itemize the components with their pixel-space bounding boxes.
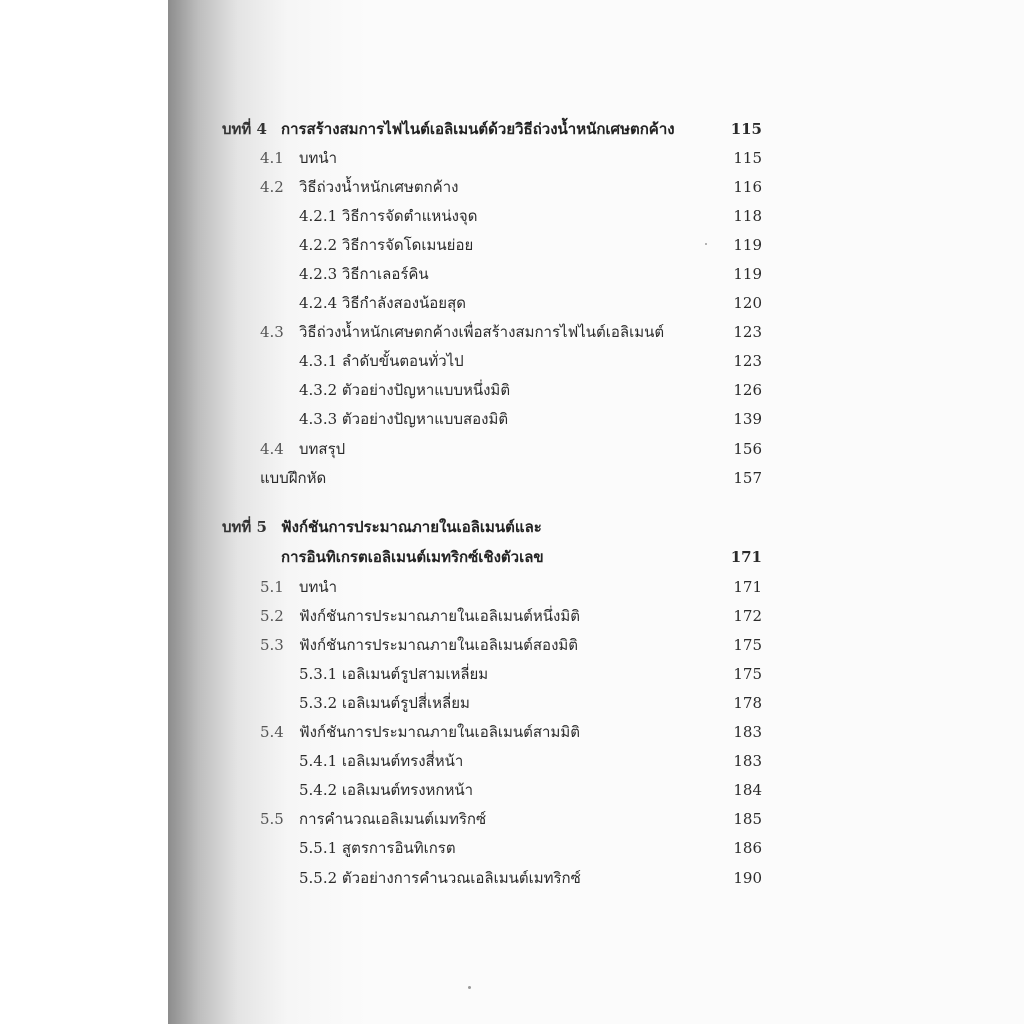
page-number: 157 <box>733 469 762 487</box>
toc-subentry <box>0 347 1024 375</box>
exercise-title: แบบฝึกหัด <box>260 469 327 487</box>
section-title: วิธีถ่วงน้ำหนักเศษตกค้างเพื่อสร้างสมการไฟไนต์เอลิเมนต์ <box>299 323 665 341</box>
section-title: วิธีถ่วงน้ำหนักเศษตกค้าง <box>299 178 459 196</box>
page-number: 175 <box>733 665 762 683</box>
toc-subentry <box>0 260 1024 288</box>
page-number: 190 <box>733 869 762 887</box>
paper-speck <box>468 986 471 989</box>
toc-subentry <box>0 405 1024 433</box>
page-number: 126 <box>733 381 762 399</box>
section-number: 5.2 <box>260 607 284 625</box>
subsection-title: 4.3.3 ตัวอย่างปัญหาแบบสองมิติ <box>299 410 509 428</box>
page-number: 123 <box>733 352 762 370</box>
toc-entry <box>0 318 1024 346</box>
toc-subentry <box>0 231 1024 259</box>
subsection-title: 4.2.2 วิธีการจัดโดเมนย่อย <box>299 236 474 254</box>
chapter-title: การสร้างสมการไฟไนต์เอลิเมนต์ด้วยวิธีถ่วงน้ำหนักเศษตกค้าง <box>281 120 675 138</box>
paper-speck <box>705 243 707 245</box>
section-number: 5.3 <box>260 636 284 654</box>
section-number: 4.3 <box>260 323 284 341</box>
section-title: บทนำ <box>299 578 338 596</box>
toc-exercise <box>0 464 1024 492</box>
toc-entry <box>0 631 1024 659</box>
section-number: 5.4 <box>260 723 284 741</box>
page-number: 116 <box>733 178 762 196</box>
subsection-title: 5.4.2 เอลิเมนต์ทรงหกหน้า <box>299 781 474 799</box>
page-number: 172 <box>733 607 762 625</box>
page-number: 119 <box>733 236 762 254</box>
toc-subentry <box>0 202 1024 230</box>
toc-subentry <box>0 376 1024 404</box>
chapter-title-line-1: ฟังก์ชันการประมาณภายในเอลิเมนต์และ <box>281 518 542 536</box>
toc-entry <box>0 435 1024 463</box>
page-number: 156 <box>733 440 762 458</box>
toc-subentry <box>0 776 1024 804</box>
chapter-label: บทที่ 4 <box>222 120 267 138</box>
toc-subentry <box>0 660 1024 688</box>
subsection-title: 5.3.1 เอลิเมนต์รูปสามเหลี่ยม <box>299 665 489 683</box>
toc-subentry <box>0 834 1024 862</box>
page-number: 185 <box>733 810 762 828</box>
page-number: 184 <box>733 781 762 799</box>
page-number: 175 <box>733 636 762 654</box>
page-number: 183 <box>733 752 762 770</box>
section-title: การคำนวณเอลิเมนต์เมทริกซ์ <box>299 810 487 828</box>
toc-entry <box>0 718 1024 746</box>
toc-subentry <box>0 289 1024 317</box>
toc-subentry <box>0 689 1024 717</box>
page-number: 171 <box>730 548 762 566</box>
page-number: 123 <box>733 323 762 341</box>
chapter-5-heading-cont <box>0 543 1024 571</box>
section-title: ฟังก์ชันการประมาณภายในเอลิเมนต์สองมิติ <box>299 636 579 654</box>
chapter-title-line-2: การอินทิเกรตเอลิเมนต์เมทริกซ์เชิงตัวเลข <box>281 548 544 566</box>
subsection-title: 4.2.1 วิธีการจัดตำแหน่งจุด <box>299 207 478 225</box>
page-number: 178 <box>733 694 762 712</box>
section-number: 5.1 <box>260 578 284 596</box>
page-number: 139 <box>733 410 762 428</box>
chapter-4-heading <box>0 115 1024 143</box>
subsection-title: 5.3.2 เอลิเมนต์รูปสี่เหลี่ยม <box>299 694 470 712</box>
toc-entry <box>0 805 1024 833</box>
section-number: 4.4 <box>260 440 284 458</box>
chapter-5-heading <box>0 513 1024 541</box>
subsection-title: 4.3.1 ลำดับขั้นตอนทั่วไป <box>299 352 464 370</box>
toc-subentry <box>0 747 1024 775</box>
subsection-title: 4.2.4 วิธีกำลังสองน้อยสุด <box>299 294 466 312</box>
page-number: 119 <box>733 265 762 283</box>
subsection-title: 5.5.2 ตัวอย่างการคำนวณเอลิเมนต์เมทริกซ์ <box>299 869 581 887</box>
section-title: บทสรุป <box>299 440 346 458</box>
toc-entry <box>0 573 1024 601</box>
chapter-label: บทที่ 5 <box>222 518 267 536</box>
toc-entry <box>0 144 1024 172</box>
page-number: 183 <box>733 723 762 741</box>
subsection-title: 5.4.1 เอลิเมนต์ทรงสี่หน้า <box>299 752 464 770</box>
subsection-title: 4.2.3 วิธีกาเลอร์คิน <box>299 265 429 283</box>
page-number: 115 <box>733 149 762 167</box>
section-number: 4.1 <box>260 149 284 167</box>
section-number: 5.5 <box>260 810 284 828</box>
toc-entry <box>0 602 1024 630</box>
page-number: 115 <box>730 120 762 138</box>
section-title: ฟังก์ชันการประมาณภายในเอลิเมนต์สามมิติ <box>299 723 580 741</box>
toc-subentry <box>0 864 1024 892</box>
page-number: 171 <box>733 578 762 596</box>
toc-entry <box>0 173 1024 201</box>
section-title: ฟังก์ชันการประมาณภายในเอลิเมนต์หนึ่งมิติ <box>299 607 580 625</box>
page-number: 186 <box>733 839 762 857</box>
page-number: 120 <box>733 294 762 312</box>
section-number: 4.2 <box>260 178 284 196</box>
section-title: บทนำ <box>299 149 338 167</box>
subsection-title: 4.3.2 ตัวอย่างปัญหาแบบหนึ่งมิติ <box>299 381 511 399</box>
page-number: 118 <box>733 207 762 225</box>
subsection-title: 5.5.1 สูตรการอินทิเกรต <box>299 839 456 857</box>
